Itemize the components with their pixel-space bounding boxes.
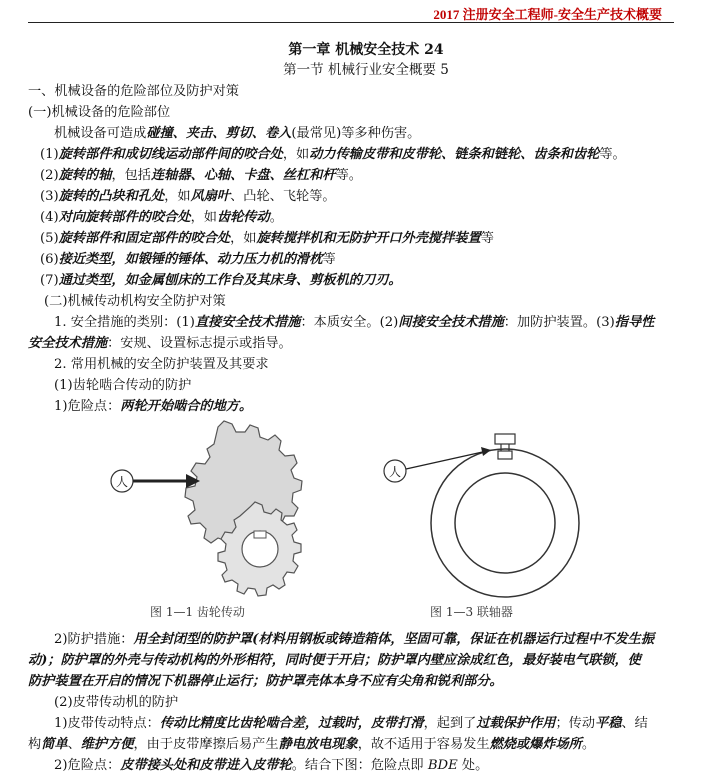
chapter-title: 第一章 机械安全技术 24 bbox=[288, 42, 444, 58]
list-item: (4)对向旋转部件的咬合处，如齿轮传动。 bbox=[40, 210, 283, 225]
intro-text-c: (最常见)等多种伤害。 bbox=[291, 126, 421, 141]
common-devices-heading: 2. 常用机械的安全防护装置及其要求 bbox=[54, 357, 269, 372]
measures-line-2: 安全技术措施：安规、设置标志提示或指导。 bbox=[28, 336, 292, 351]
intro-line bbox=[40, 123, 692, 144]
list-item: (6)接近类型，如锻锤的锤体、动力压力机的滑枕等 bbox=[40, 252, 336, 267]
protect-line-3: 防护装置在开启的情况下机器停止运行；防护罩壳体本身不应有尖角和锐利部分。 bbox=[28, 674, 503, 689]
list-item: (7)通过类型，如金属刨床的工作台及其床身、剪板机的刀刃。 bbox=[40, 273, 402, 288]
measures-line-1: 1. 安全措施的类别：(1)直接安全技术措施：本质安全。(2)间接安全技术措施：加防护装置。(3)指导性 bbox=[54, 315, 655, 330]
page-header: 2017 注册安全工程师-安全生产技术概要 bbox=[433, 7, 662, 22]
protect-line-2: 动)；防护罩的外壳与传动机构的外形相符，同时便于开启；防护罩内壁应涂成红色，最好装电气联锁，使 bbox=[28, 653, 641, 668]
gear-drive-figure bbox=[100, 419, 310, 599]
heading-1a: (一)机械设备的危险部位 bbox=[28, 105, 171, 120]
gear-heading: (1)齿轮啮合传动的防护 bbox=[54, 378, 192, 393]
intro-text-a: 机械设备可造成 bbox=[54, 126, 147, 141]
intro-text-b: 碰撞、夹击、剪切、卷入 bbox=[146, 126, 292, 141]
section-title: 第一节 机械行业安全概要 5 bbox=[283, 62, 449, 78]
figure-1-1-caption: 图 1—1 齿轮传动 bbox=[150, 605, 245, 619]
document-body bbox=[28, 40, 692, 776]
list-item: (3)旋转的凸块和孔处，如风扇叶、凸轮、飞轮等。 bbox=[40, 189, 336, 204]
heading-1b: (二)机械传动机构安全防护对策 bbox=[44, 294, 226, 309]
belt-feature-line-2: 构简单、维护方便，由于皮带摩擦后易产生静电放电现象，故不适用于容易发生燃烧或爆炸场所。 bbox=[28, 737, 596, 752]
figure-1-3-caption: 图 1—3 联轴器 bbox=[430, 605, 513, 619]
heading-1: 一、机械设备的危险部位及防护对策 bbox=[28, 84, 239, 99]
belt-feature-line-1: 1)皮带传动特点：传动比精度比齿轮啮合差，过载时，皮带打滑，起到了过载保护作用；传动平稳、结 bbox=[54, 716, 648, 731]
figures-area bbox=[40, 419, 692, 623]
danger-point-1: 1)危险点：两轮开始啮合的地方。 bbox=[54, 399, 253, 414]
list-item: (5)旋转部件和固定部件的咬合处，如旋转搅拌机和无防护开口外壳搅拌装置等 bbox=[40, 231, 494, 246]
person-label-1: 人 bbox=[116, 475, 129, 489]
belt-heading: (2)皮带传动机的防护 bbox=[54, 695, 179, 710]
danger-items-list bbox=[40, 144, 692, 291]
person-label-2: 人 bbox=[389, 465, 402, 479]
list-item: (1)旋转部件和成切线运动部件间的咬合处，如动力传输皮带和皮带轮、链条和链轮、齿条和齿轮等。 bbox=[40, 147, 626, 162]
list-item: (2)旋转的轴，包括连轴器、心轴、卡盘、丝杠和杆等。 bbox=[40, 168, 362, 183]
danger-point-2: 2)危险点：皮带接头处和皮带进入皮带轮。结合下图：危险点即 BDE 处。 bbox=[54, 758, 489, 773]
protect-line-1: 2)防护措施：用全封闭型的防护罩(材料用钢板或铸造箱体，坚固可靠，保证在机器运行过程中不发生振 bbox=[54, 632, 655, 647]
header-rule bbox=[28, 22, 674, 23]
coupling-figure bbox=[375, 427, 595, 602]
